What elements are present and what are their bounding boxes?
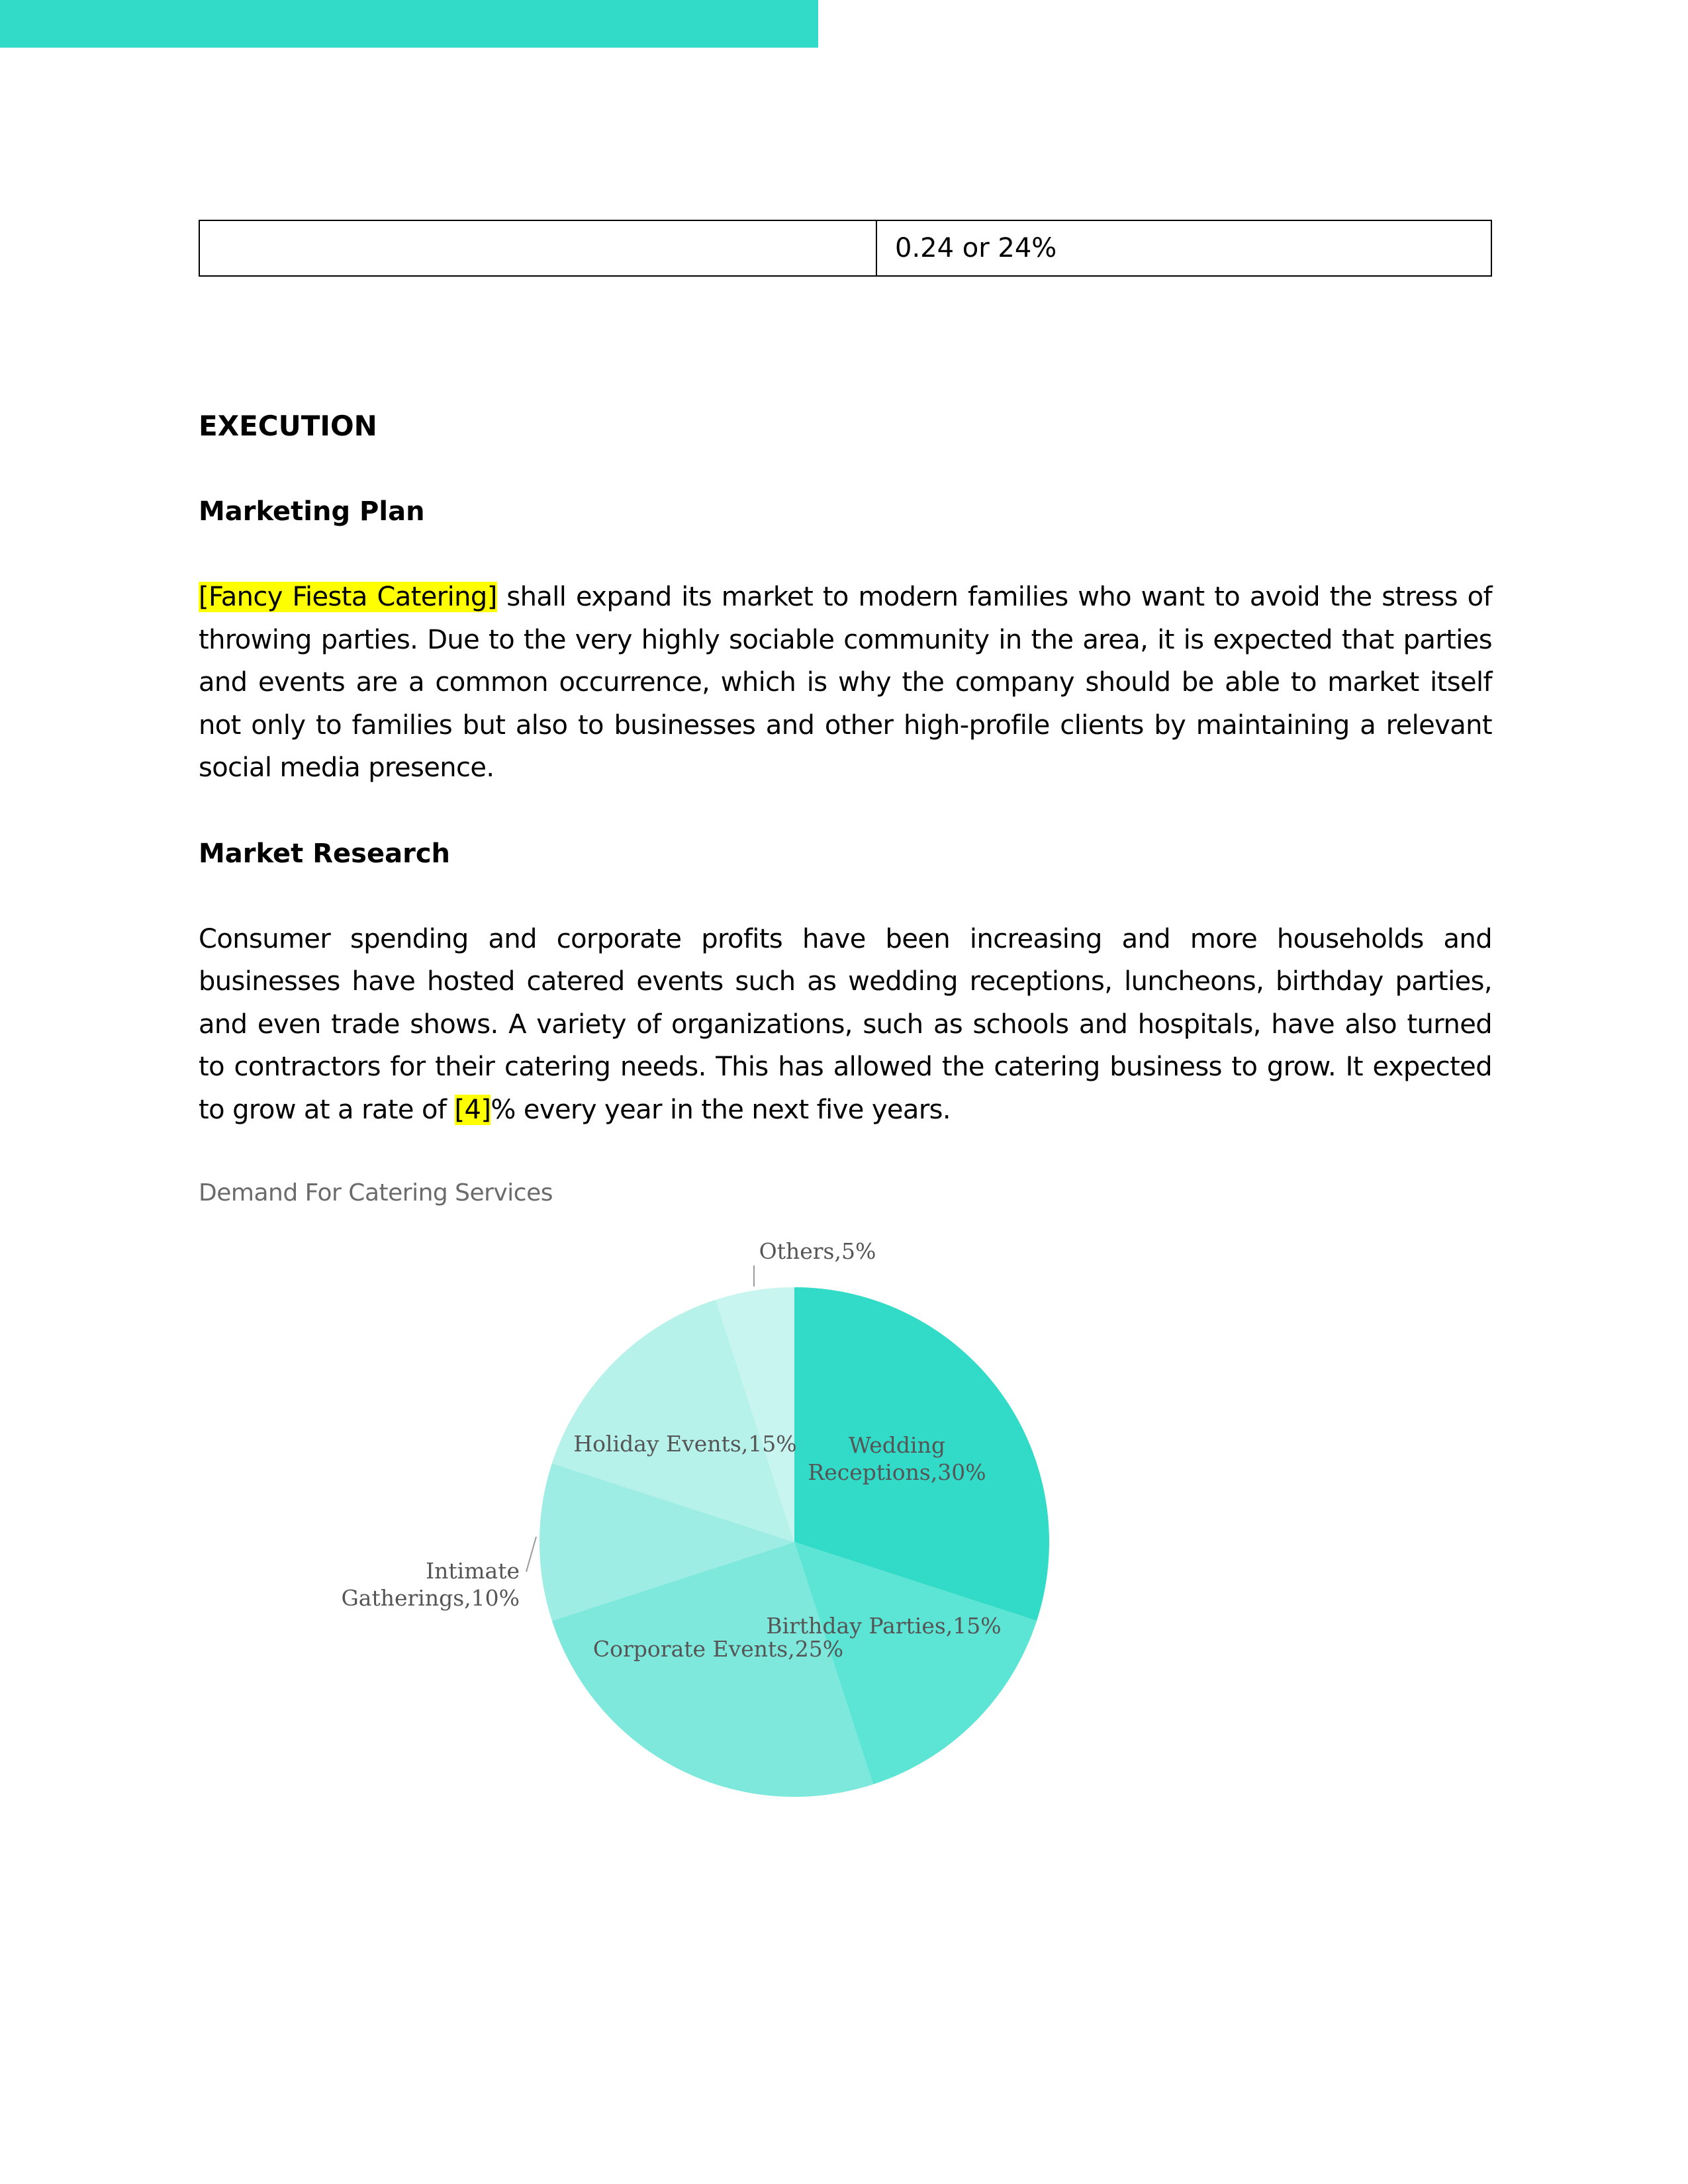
chart-title: Demand For Catering Services bbox=[199, 1179, 553, 1206]
subheading-marketing-plan: Marketing Plan bbox=[199, 496, 425, 527]
marketing-plan-text: shall expand its market to modern families who want to avoid the stress of throwing parties. Due to the very highly sociable community in the area, it is expected that parties and events are a common occurrence, which is why the company should be able to market itself not only to families but also to businesses and other high-profile clients by maintaining a relevant social media presence. bbox=[199, 582, 1492, 783]
label-leader-line bbox=[526, 1537, 536, 1572]
pie-label-birthday-parties: Birthday Parties,15% bbox=[766, 1613, 1002, 1639]
pie-label-corporate-events: Corporate Events,25% bbox=[592, 1636, 844, 1662]
market-research-text-end: % every year in the next five years. bbox=[491, 1094, 951, 1125]
pie-label-intimate-gatherings: Intimate Gatherings,10% bbox=[341, 1558, 520, 1611]
pie-label-holiday-events: Holiday Events,15% bbox=[573, 1431, 797, 1457]
market-research-text: Consumer spending and corporate profits have been increasing and more households and businesses have hosted catered events such as wedding receptions, luncheons, birthday parties, and even trade shows. A variety of organizations, such as schools and hospitals, have also turned to contractors for their catering needs. This has allowed the catering business to grow. It expected to grow at a rate of bbox=[199, 923, 1492, 1125]
table-cell: 0.24 or 24% bbox=[876, 220, 1491, 276]
company-name-highlight: [Fancy Fiesta Catering] bbox=[199, 582, 497, 612]
section-heading-execution: EXECUTION bbox=[199, 410, 377, 442]
pie-label-others: Others,5% bbox=[759, 1238, 876, 1264]
pie-label-wedding-receptions: Wedding Receptions,30% bbox=[808, 1432, 986, 1485]
growth-rate-highlight: [4] bbox=[454, 1094, 491, 1125]
subheading-market-research: Market Research bbox=[199, 838, 450, 869]
